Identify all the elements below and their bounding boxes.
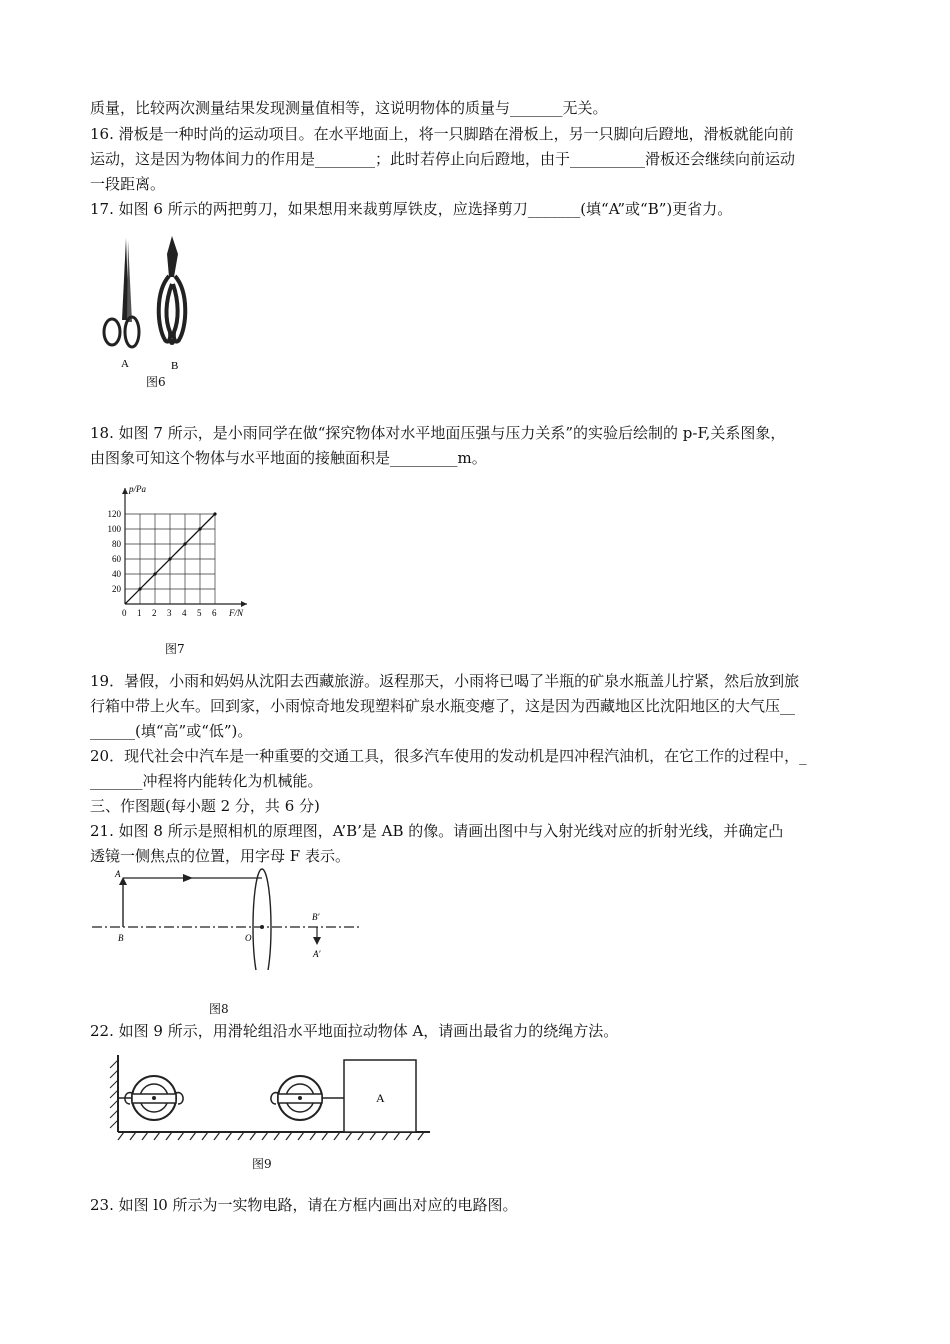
figure-9-caption: 图9 (252, 1157, 272, 1171)
question-22: 22. 如图 9 所示，用滑轮组沿水平地面拉动物体 A，请画出最省力的绕绳方法。 (90, 1022, 619, 1040)
figure-7-chart (95, 480, 265, 630)
label-a-image: A′ (313, 949, 321, 959)
y-tick-label: 100 (107, 524, 121, 534)
x-tick-label: 6 (212, 608, 217, 618)
ground-hatching (118, 1132, 430, 1140)
figure-8-lens-diagram (90, 865, 370, 970)
data-point (213, 512, 216, 515)
question-23: 23. 如图 l0 所示为一实物电路，请在方框内画出对应的电路图。 (90, 1196, 518, 1214)
fixed-pulley-icon (118, 1076, 183, 1120)
figure-6-scissors (95, 232, 215, 392)
x-tick-label: 2 (152, 608, 157, 618)
x-tick-label: 0 (122, 608, 127, 618)
y-tick-label: 20 (112, 584, 121, 594)
question-20: 20．现代社会中汽车是一种重要的交通工具，很多汽车使用的发动机是四冲程汽油机，在它工作的过程中，_ (90, 747, 807, 765)
data-point (138, 587, 141, 590)
x-tick-label: 1 (137, 608, 142, 618)
wall-hatching (110, 1055, 118, 1132)
question-17: 17. 如图 6 所示的两把剪刀，如果想用来裁剪厚铁皮，应选择剪刀_______(填“A”或“B”)更省力。 (90, 200, 733, 218)
y-axis-label: p/Pa (129, 484, 146, 494)
scissors-a-icon (104, 238, 139, 347)
movable-pulley-icon (271, 1076, 344, 1120)
figure-8-caption: 图8 (209, 1002, 229, 1016)
data-point (153, 572, 156, 575)
block-a-label: A (376, 1091, 385, 1105)
text-line: _______冲程将内能转化为机械能。 (90, 772, 323, 790)
text-line: 行箱中带上火车。回到家，小雨惊奇地发现塑料矿泉水瓶变瘪了，这是因为西藏地区比沈阳地区的大气压__ (90, 697, 796, 715)
x-axis-label: F/N (229, 608, 244, 618)
text-line: 一段距离。 (90, 175, 166, 193)
x-tick-label: 3 (167, 608, 172, 618)
scissors-b-icon (159, 236, 186, 345)
label-a: A (115, 869, 121, 879)
figure-7-caption: 图7 (165, 642, 185, 656)
x-axis-arrow (241, 601, 247, 607)
label-b: B (118, 933, 124, 943)
data-point (198, 527, 201, 530)
section-heading: 三、作图题(每小题 2 分，共 6 分) (90, 797, 320, 815)
x-tick-label: 4 (182, 608, 187, 618)
figure-6-caption: 图6 (146, 375, 166, 389)
text-line: ______(填“高”或“低”)。 (90, 722, 253, 740)
data-point (168, 557, 171, 560)
text-line: 质量，比较两次测量结果发现测量值相等，这说明物体的质量与_______无关。 (90, 99, 608, 117)
label-a: A (121, 358, 129, 370)
text-line: 透镜一侧焦点的位置，用字母 F 表示。 (90, 847, 350, 865)
label-o: O (245, 933, 252, 943)
label-b-image: B′ (312, 912, 320, 922)
figure-9-pulley-diagram (100, 1050, 440, 1145)
y-tick-label: 40 (112, 569, 121, 579)
text-line: 运动，这是因为物体间力的作用是________；此时若停止向后蹬地，由于__________滑板还会继续向前运动 (90, 150, 796, 168)
text-line: 16. 滑板是一种时尚的运动项目。在水平地面上，将一只脚踏在滑板上，另一只脚向后蹬地，滑板就能向前 (90, 125, 794, 143)
y-tick-label: 80 (112, 539, 121, 549)
y-tick-label: 120 (107, 509, 121, 519)
y-tick-label: 60 (112, 554, 121, 564)
x-tick-label: 5 (197, 608, 202, 618)
question-19: 19．暑假，小雨和妈妈从沈阳去西藏旅游。返程那天，小雨将已喝了半瓶的矿泉水瓶盖儿拧紧，然后放到旅 (90, 672, 800, 690)
question-18: 18. 如图 7 所示，是小雨同学在做“探究物体对水平地面压强与压力关系”的实验后绘制的 p-F,关系图象， (90, 424, 786, 442)
text-line: 由图象可知这个物体与水平地面的接触面积是_________m。 (90, 449, 487, 467)
question-21: 21. 如图 8 所示是照相机的原理图，A’B’是 AB 的像。请画出图中与入射光线对应的折射光线，并确定凸 (90, 822, 784, 840)
y-axis-arrow (122, 488, 128, 494)
label-b: B (171, 360, 179, 372)
data-point (183, 542, 186, 545)
